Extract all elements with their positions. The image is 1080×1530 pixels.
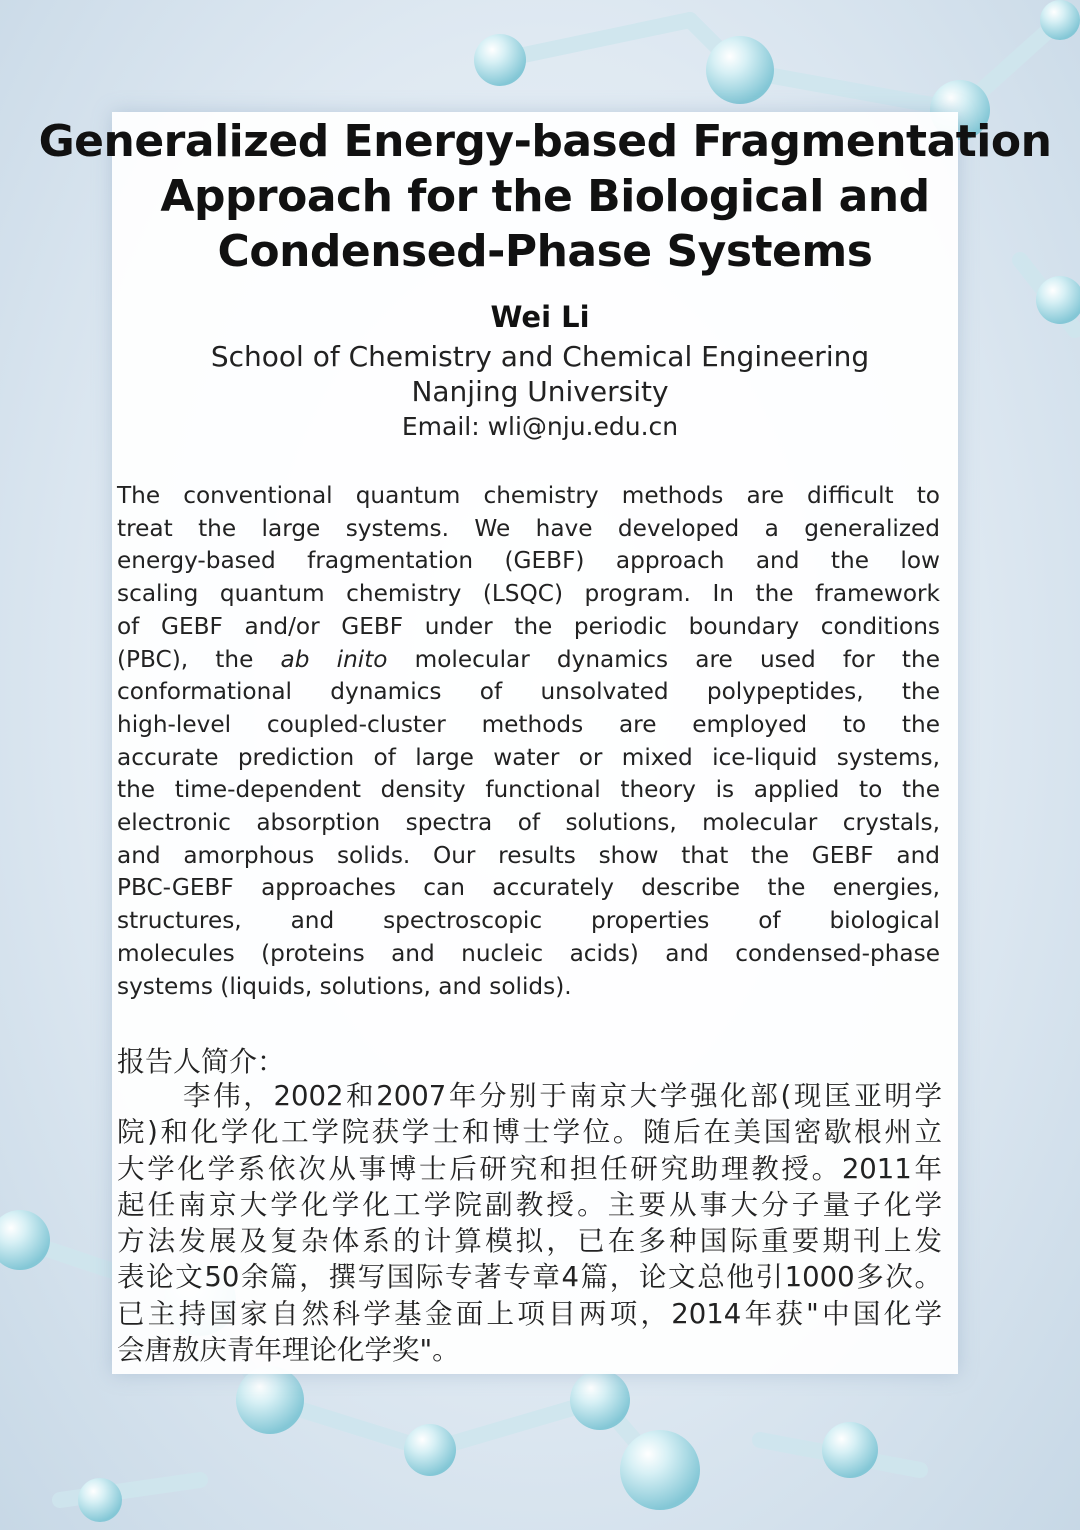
bio-heading: 报告人简介： — [117, 1045, 286, 1078]
bio-line: 院)和化学化工学院获学士和博士学位。随后在美国密歇根州立 — [117, 1116, 942, 1149]
abstract-line — [117, 644, 940, 677]
author-university: Nanjing University — [411, 375, 669, 408]
author-email: Email: wli@nju.edu.cn — [401, 412, 679, 441]
bio-line: 李伟，2002和2007年分别于南京大学强化部(现匡亚明学 — [183, 1080, 942, 1112]
poster-title — [20, 114, 1070, 279]
abstract-line: structures, and spectroscopic properties of biological — [117, 907, 940, 935]
abstract-line: the time-dependent density functional theory is applied to the — [117, 776, 940, 804]
bio-line: 已主持国家自然科学基金面上项目两项，2014年获"中国化学 — [117, 1297, 942, 1330]
bio-line: 起任南京大学化学化工学院副教授。主要从事大分子量子化学 — [117, 1188, 942, 1221]
title-line-3: Condensed-Phase Systems — [217, 226, 873, 277]
abstract-line: conformational dynamics of unsolvated polypeptides, the — [117, 678, 940, 706]
title-line-1: Generalized Energy-based Fragmentation — [38, 116, 1052, 167]
abstract-line: electronic absorption spectra of solutions, molecular crystals, — [117, 809, 940, 837]
abstract-text: (PBC), the — [117, 645, 281, 673]
author-school: School of Chemistry and Chemical Engineering — [210, 340, 870, 373]
bio-line: 方法发展及复杂体系的计算模拟，已在多种国际重要期刊上发 — [117, 1225, 942, 1258]
abstract-line: PBC-GEBF approaches can accurately describe the energies, — [117, 874, 940, 902]
abstract-italic-term: ab inito — [280, 645, 388, 673]
abstract-line: The conventional quantum chemistry methods are difficult to — [117, 482, 940, 509]
abstract-line: molecules (proteins and nucleic acids) and condensed-phase — [117, 939, 940, 967]
title-line-2: Approach for the Biological and — [160, 171, 930, 222]
abstract-line: accurate prediction of large water or mixed ice-liquid systems, — [117, 743, 940, 771]
abstract-line: treat the large systems. We have developed a generalized — [117, 514, 940, 542]
speaker-bio — [117, 1078, 942, 1368]
abstract-line: of GEBF and/or GEBF under the periodic boundary conditions — [117, 612, 940, 640]
abstract-line: high-level coupled-cluster methods are employed to the — [117, 710, 940, 738]
bio-line: 会唐敖庆青年理论化学奖"。 — [117, 1334, 460, 1367]
abstract — [117, 480, 940, 1003]
abstract-line: scaling quantum chemistry (LSQC) program. In the framework — [117, 580, 940, 608]
author-name: Wei Li — [490, 300, 590, 334]
abstract-line: systems (liquids, solutions, and solids). — [117, 972, 572, 1000]
abstract-line: and amorphous solids. Our results show that the GEBF and — [117, 841, 940, 869]
abstract-text: molecular dynamics are used for the — [387, 645, 940, 673]
bio-line: 大学化学系依次从事博士后研究和担任研究助理教授。2011年 — [117, 1152, 942, 1185]
bio-line: 表论文50余篇，撰写国际专著专章4篇，论文总他引1000多次。 — [117, 1261, 942, 1294]
abstract-line: energy-based fragmentation (GEBF) approach and the low — [117, 547, 940, 575]
